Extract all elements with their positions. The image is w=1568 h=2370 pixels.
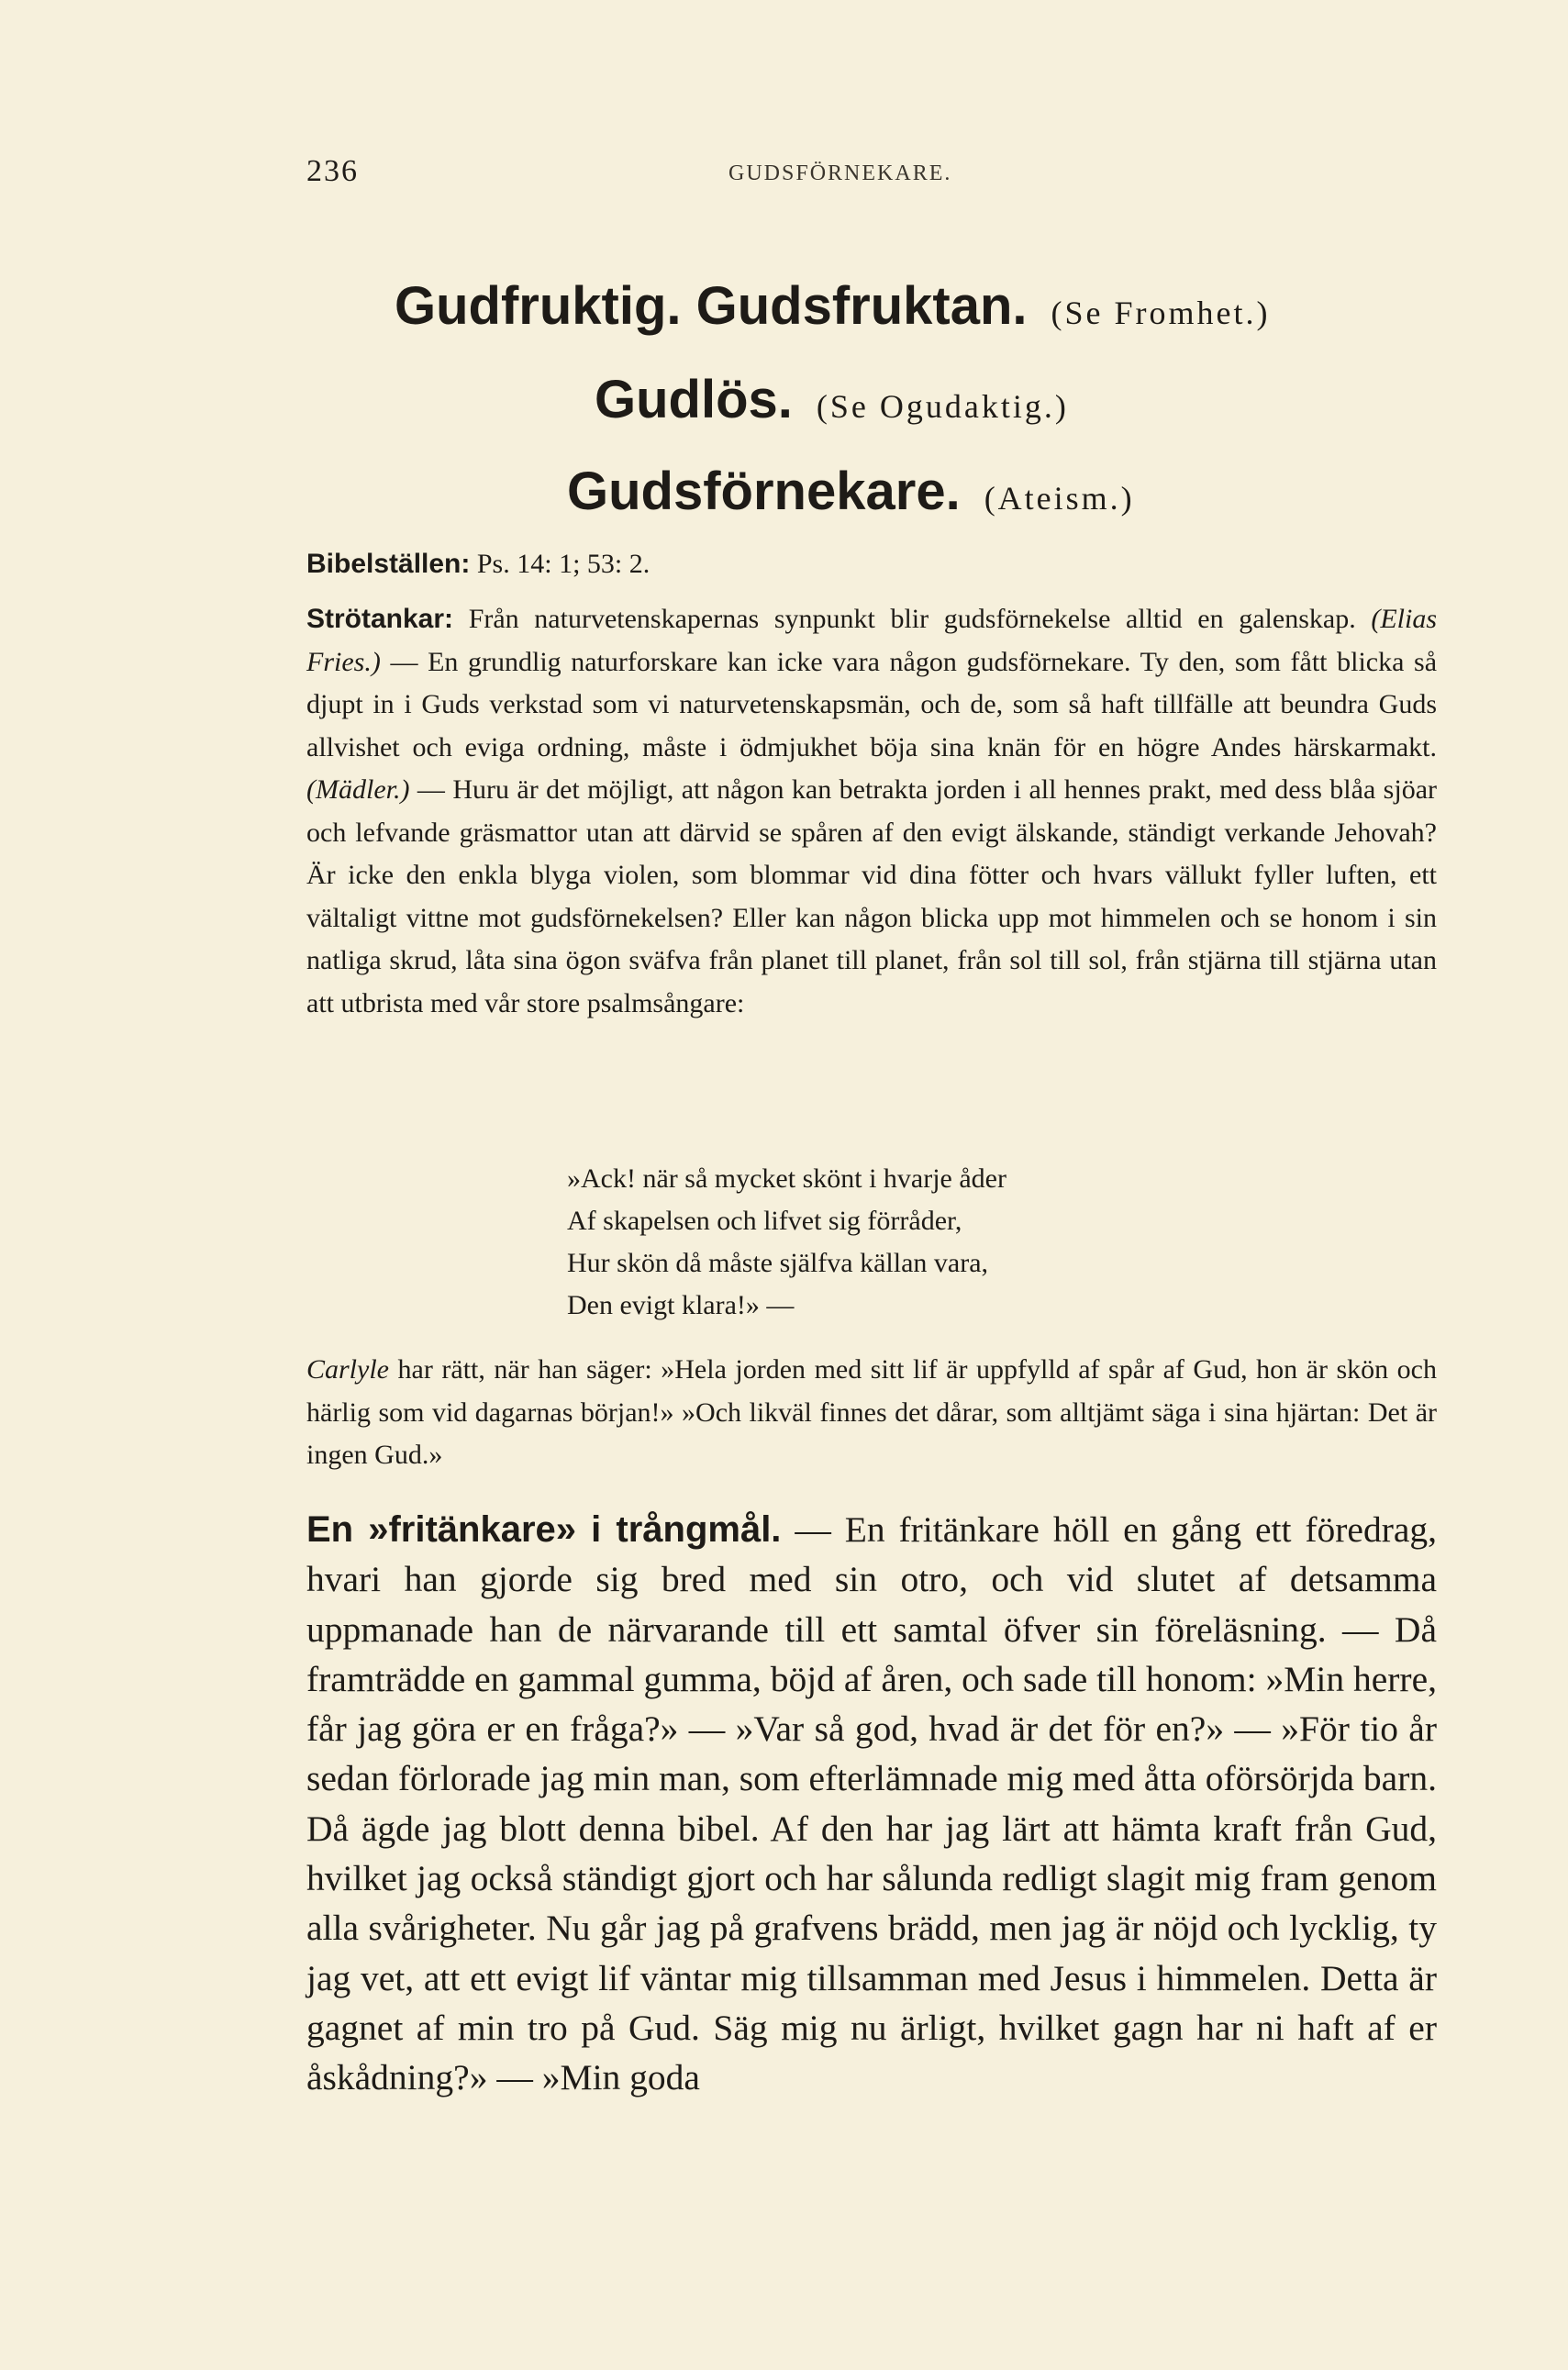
quote-jehovah: — Huru är det möjligt, att någon kan betrakta jorden i all hennes prakt, med dess blåa sjöar och lefvande gräsmattor utan att därvid se spåren af den evigt älskande, ständigt verkande Jehovah? Är icke den enkla blyga violen, som blommar vid dina fötter och hvars vällukt fyller luften, ett vältaligt vittne mot gudsförnekelsen? Eller kan någon blicka upp mot himmelen och se honom i sin natliga skrud, låta sina ögon sväfva från planet till planet, från sol till sol, från stjärna till stjärna utan att utbrista med vår store psalmsångare: [306, 774, 1438, 1018]
quote-fries: Från naturvetenskapernas synpunkt blir gudsförnekelse alltid en galenskap. [468, 604, 1356, 634]
bible-references-text: Ps. 14: 1; 53: 2. [476, 549, 651, 579]
running-title: GUDSFÖRNEKARE. [728, 161, 952, 185]
story-section [306, 1505, 1437, 2103]
running-head [306, 154, 1435, 189]
strotankar-label: Strötankar: [306, 604, 454, 634]
story-heading: En »fritänkare» i trångmål. [306, 1509, 782, 1550]
carlyle-quote: har rätt, när han säger: »Hela jorden med sitt lif är uppfylld af spår af Gud, hon är skön och härlig som vid dagarnas början!» »Och likväl finnes det dårar, som alltjämt säga i sina hjärtan: Det är ingen Gud.» [306, 1354, 1437, 1470]
verse-stanza [567, 1158, 1006, 1327]
page-number: 236 [306, 154, 359, 188]
heading-gudfruktig [395, 275, 1271, 337]
carlyle-name: Carlyle [306, 1354, 389, 1385]
heading-gudsfornekare [567, 461, 1135, 522]
verse-line: Hur skön då måste själfva källan vara, [567, 1248, 989, 1278]
heading-title: Gudfruktig. Gudsfruktan. [395, 276, 1028, 336]
quote-madler: — En grundlig naturforskare kan icke vara någon gudsförnekare. Ty den, som fått blicka så djupt in i Guds verkstad som vi naturvetenskapsmän, och de, som så haft tillfälle att beundra Guds allvishet och eviga ordning, måste i ödmjukhet böja sina knän för en högre Andes härskarmakt. [306, 646, 1438, 762]
verse-line: »Ack! när så mycket skönt i hvarje åder [567, 1163, 1006, 1194]
heading-title: Gudsförnekare. [567, 462, 961, 521]
heading-crossref: (Se Ogudaktig.) [816, 388, 1069, 425]
verse-line: Af skapelsen och lifvet sig förråder, [567, 1206, 962, 1236]
verse-line: Den evigt klara!» — [567, 1290, 795, 1320]
story-text: — En fritänkare höll en gång ett föredrag, hvari han gjorde sig bred med sin otro, och vid slutet af detsamma uppmanade han de närvarande till ett samtal öfver sin föreläsning. — Då framträdde en gammal gumma, böjd af åren, och sade till honom: »Min herre, får jag göra er en fråga?» — »Var så god, hvad är det för en?» — »För tio år sedan förlorade jag min man, som efterlämnade mig med åtta oförsörjda barn. Då ägde jag blott denna bibel. Af den har jag lärt att hämta kraft från Gud, hvilket jag också ständigt gjort och har sålunda redligt slagit mig fram genom alla svårigheter. Nu går jag på grafvens brädd, men jag är nöjd och lycklig, ty jag vet, att ett evigt lif väntar mig tillsamman med Jesus i himmelen. Detta är gagnet af min tro på Gud. Säg mig nu ärligt, hvilket gagn har ni haft af er åskådning?» — »Min goda [306, 1509, 1438, 2098]
heading-gudlos [595, 369, 1069, 430]
heading-title: Gudlös. [595, 370, 793, 429]
heading-crossref: (Se Fromhet.) [1051, 295, 1271, 331]
bible-references-label: Bibelställen: [306, 549, 471, 579]
bible-references [306, 543, 1437, 586]
attribution-madler: (Mädler.) [306, 774, 410, 805]
strotankar-section [306, 598, 1437, 1025]
strotankar-paragraph [306, 598, 1437, 1025]
carlyle-paragraph [306, 1349, 1437, 1477]
attribution-fries: (Elias Fries.) [306, 604, 1438, 677]
heading-crossref: (Ateism.) [984, 480, 1135, 517]
